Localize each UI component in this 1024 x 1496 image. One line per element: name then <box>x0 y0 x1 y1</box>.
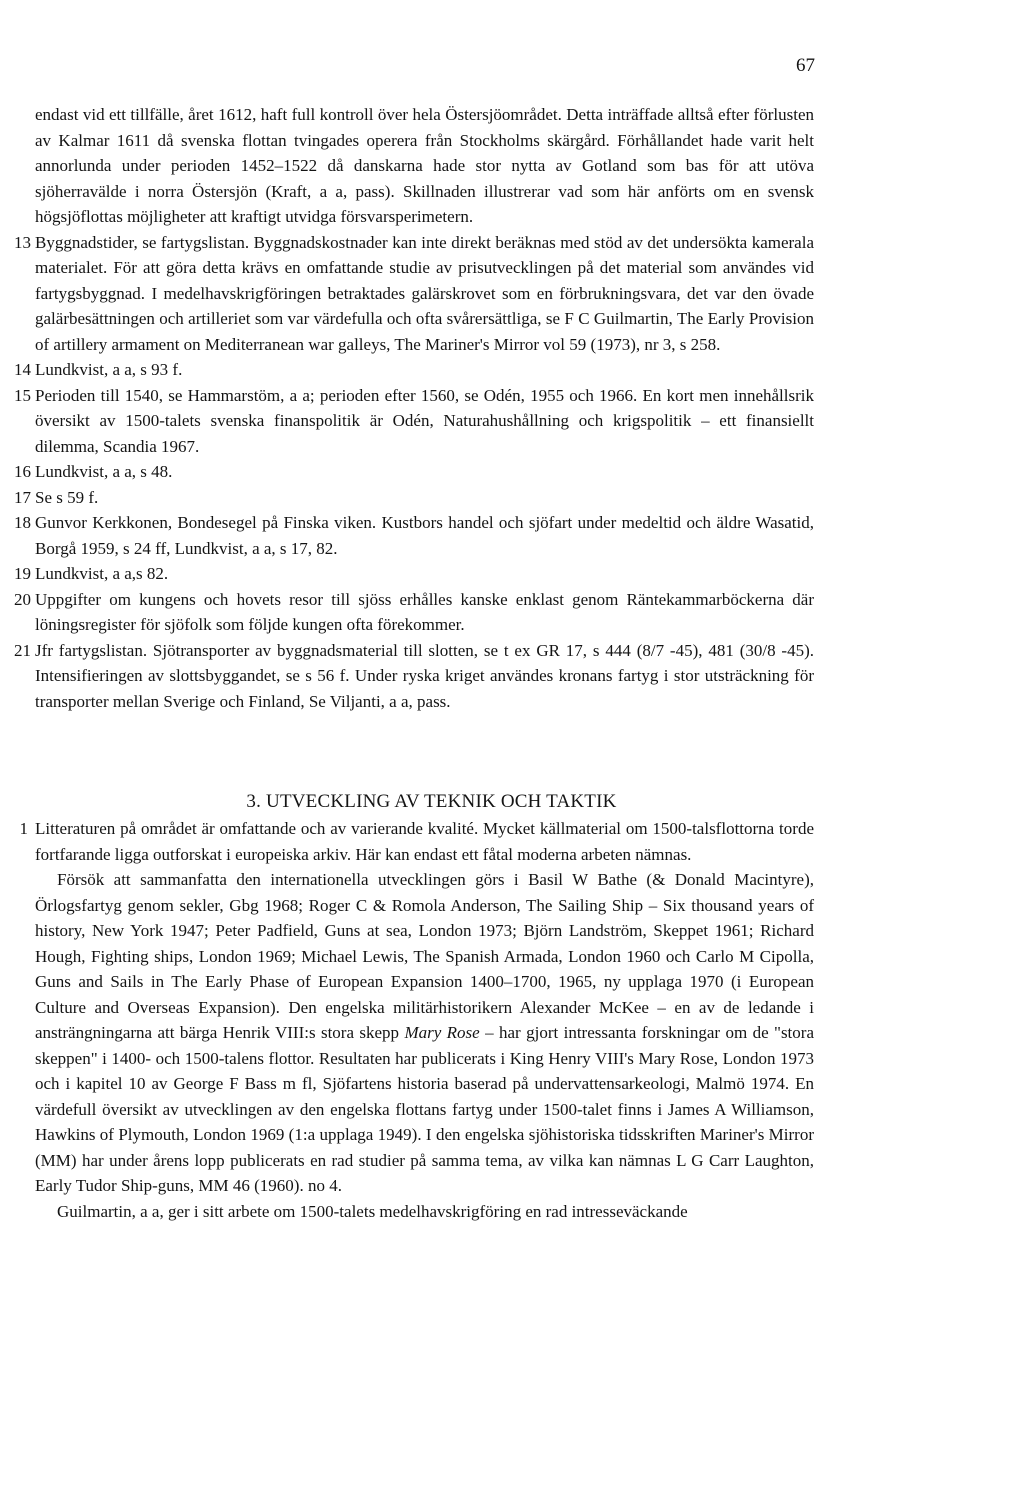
footnote-text: Litteraturen på området är omfattande och av varierande kvalité. Mycket källmaterial om 1500-talsflottorna torde fortfarande ligga outforskat i europeiska arkiv. Här kan endast ett fåtal moderna arbeten nämnas. <box>35 819 814 864</box>
footnote-18 <box>14 510 814 561</box>
footnote-14 <box>14 357 814 383</box>
footnote-text: Jfr fartygslistan. Sjötransporter av byggnadsmaterial till slotten, se t ex GR 17, s 444 (8/7 -45), 481 (30/8 -45). Intensifieringen av slottsbyggandet, se s 56 f. Under ryska kriget användes kronans fartyg i stor utsträckning för transporter mellan Sverige och Finland, Se Viljanti, a a, pass. <box>35 640 814 711</box>
paragraph-text: Försök att sammanfatta den internationella utvecklingen görs i Basil W Bathe (& Donald Macintyre), Örlogsfartyg genom sekler, Gbg 1968; Roger C & Romola Anderson, The Sailing Ship – Six thousand years of history, New York 1947; Peter Padfield, Guns at sea, London 1973; Björn Landström, Skeppet 1961; Richard Hough, Fighting ships, London 1969; Michael Lewis, The Spanish Armada, London 1960 och Carlo M Cipolla, Guns and Sails in The Early Phase of European Expansion 1400–1700, 1965, ny upplaga 1970 (i European Culture and Overseas Expansion). Den engelska militärhistorikern Alexander McKee – en av de ledande i ansträngningarna att bärga Henrik VIII:s stora skepp <box>35 870 814 1042</box>
footnote-21 <box>14 638 814 715</box>
footnote-number: 16 <box>14 462 31 481</box>
footnote-number: 17 <box>14 487 31 507</box>
page-number: 67 <box>796 55 815 76</box>
footnote-number: 13 <box>14 232 31 252</box>
footnote-15 <box>14 383 814 460</box>
footnote-20 <box>14 587 814 638</box>
ship-name: Mary Rose <box>404 1023 480 1042</box>
paragraph-text-rest: – har gjort intressanta forskningar om de "stora skeppen" i 1400- och 1500-talens flottor. Resultaten har publicerats i King Henry VIII's Mary Rose, London 1973 och i kapitel 10 av George F Bass m fl, Sjöfartens historia baserad på undervattensarkeologi, Malmö 1974. En värdefull översikt av utvecklingen av den engelska flottans fartyg under 1500-talet finns i James A Williamson, Hawkins of Plymouth, London 1969 (1:a upplaga 1949). I den engelska sjöhistoriska tidsskriften Mariner's Mirror (MM) har under årens lopp publicerats en rad studier på samma tema, av vilka kan nämnas L G Carr Laughton, Early Tudor Ship-guns, MM 46 (1960). no 4. <box>35 1023 814 1195</box>
footnote-text: Lundkvist, a a, s 93 f. <box>35 360 183 379</box>
footnote-text: Lundkvist, a a,s 82. <box>35 564 169 583</box>
footnote-list <box>14 102 814 714</box>
footnote-text: Uppgifter om kungens och hovets resor till sjöss erhålles kanske enklast genom Räntekammarböckerna där löningsregister för sjöfolk som följde kungen ofta förekommer. <box>35 589 814 634</box>
footnote-continued <box>14 102 814 230</box>
section-heading: 3. UTVECKLING AV TEKNIK OCH TAKTIK <box>246 791 617 812</box>
footnote-number: 1 <box>19 819 28 838</box>
footnote-16 <box>14 459 814 485</box>
footnote-number: 18 <box>14 513 31 532</box>
paragraph <box>14 1199 814 1225</box>
footnote-19 <box>14 561 814 587</box>
footnote-text: endast vid ett tillfälle, året 1612, haft full kontroll över hela Östersjöområdet. Detta inträffade alltså efter förlusten av Kalmar 1611 då svenska flottan tvingades operera från Stockholms skärgård. Förhållandet hade varit helt annorlunda under perioden 1452–1522 då danskarna hade stor nytta av Gotland som bas för att utöva sjöherravälde i norra Östersjön (Kraft, a a, pass). Skillnaden illustrerar vad som här anförts om en svensk högsjöflottas möjligheter att kraftigt utvidga försvarsperimetern. <box>35 105 814 226</box>
footnote-text: Lundkvist, a a, s 48. <box>35 462 173 481</box>
paragraph-body <box>35 867 814 1199</box>
footnote-number: 20 <box>14 589 31 609</box>
footnote-number: 14 <box>14 360 31 379</box>
footnote-text: Se s 59 f. <box>35 487 99 507</box>
footnote-number: 21 <box>14 640 31 660</box>
section-notes <box>14 791 814 1224</box>
footnote-text: Perioden till 1540, se Hammarstöm, a a; perioden efter 1560, se Odén, 1955 och 1966. En kort men innehållsrik översikt av 1500-talets svenska finanspolitik är Odén, Naturahushållning och krigspolitik – ett finansiellt dilemma, Scandia 1967. <box>35 385 814 456</box>
footnote-number: 19 <box>14 564 31 583</box>
footnote-number: 15 <box>14 385 31 405</box>
paragraph-body: Guilmartin, a a, ger i sitt arbete om 1500-talets medelhavskrigföring en rad intresseväckande <box>57 1201 688 1221</box>
footnote-13 <box>14 230 814 358</box>
footnote-text: Gunvor Kerkkonen, Bondesegel på Finska viken. Kustbors handel och sjöfart under medeltid och äldre Wasatid, Borgå 1959, s 24 ff, Lundkvist, a a, s 17, 82. <box>35 513 814 558</box>
footnote-text: Byggnadstider, se fartygslistan. Byggnadskostnader kan inte direkt beräknas med stöd av det undersökta kamerala materialet. För att göra detta krävs en omfattande studie av prisutvecklingen på det material som användes vid fartygsbyggnad. I medelhavskrigföringen betraktades galärskrovet som en förbrukningsvara, det var den övade galärbesättningen och artilleriet som var värdefulla och ofta svårersättliga, se F C Guilmartin, The Early Provision of artillery armament on Mediterranean war galleys, The Mariner's Mirror vol 59 (1973), nr 3, s 258. <box>35 232 814 354</box>
footnote-1 <box>14 816 814 867</box>
footnote-17 <box>14 485 814 511</box>
paragraph <box>14 867 814 1199</box>
